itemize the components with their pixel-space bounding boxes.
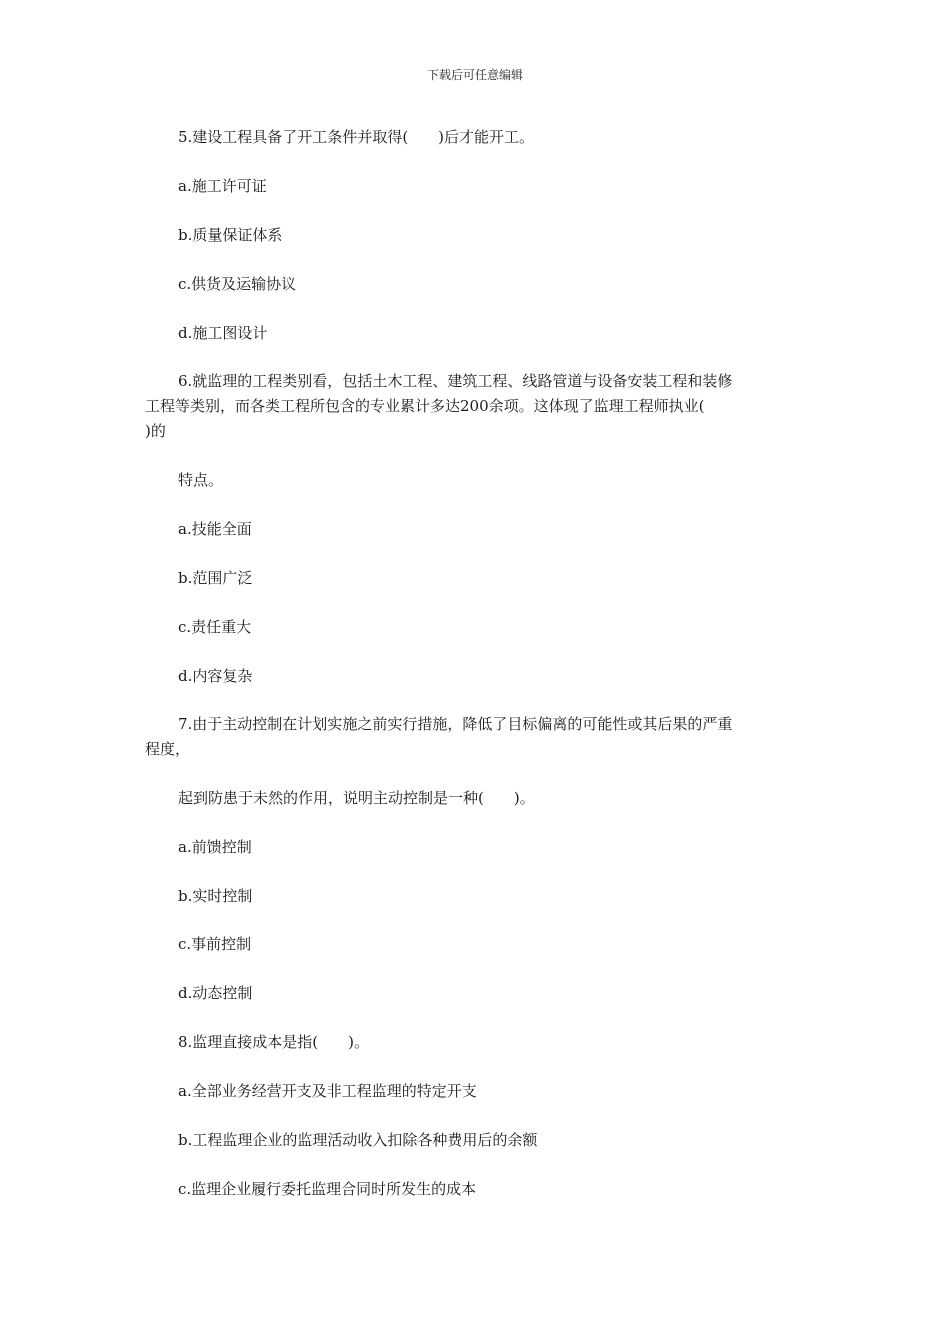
question-6-option-b: b.范围广泛 <box>178 569 253 587</box>
question-7-option-a: a.前馈控制 <box>178 838 252 856</box>
question-5-option-d: d.施工图设计 <box>178 324 268 342</box>
question-6-option-d: d.内容复杂 <box>178 667 253 685</box>
page-header: 下载后可任意编辑 <box>426 68 523 82</box>
question-7-stem-line-2: 程度， <box>145 740 191 758</box>
question-5-option-c: c.供货及运输协议 <box>178 275 297 293</box>
question-7-option-c: c.事前控制 <box>178 935 252 953</box>
question-8-option-a: a.全部业务经营开支及非工程监理的特定开支 <box>178 1082 477 1100</box>
question-6-stem-line-4: 特点。 <box>178 471 224 489</box>
question-6-option-a: a.技能全面 <box>178 520 252 538</box>
question-5-stem: 5.建设工程具备了开工条件并取得( )后才能开工。 <box>178 128 535 146</box>
question-6-stem-line-3: )的 <box>145 422 166 440</box>
question-6-stem-line-2: 工程等类别，而各类工程所包含的专业累计多达200余项。这体现了监理工程师执业( <box>145 397 705 415</box>
question-7-option-b: b.实时控制 <box>178 887 253 905</box>
question-6-stem-line-1: 6.就监理的工程类别看，包括土木工程、建筑工程、线路管道与设备安装工程和装修 <box>178 372 733 390</box>
question-5-option-a: a.施工许可证 <box>178 177 267 195</box>
question-7-stem-line-3: 起到防患于未然的作用，说明主动控制是一种( )。 <box>178 789 535 807</box>
question-7-stem-line-1: 7.由于主动控制在计划实施之前实行措施，降低了目标偏离的可能性或其后果的严重 <box>178 715 733 733</box>
question-8-option-b: b.工程监理企业的监理活动收入扣除各种费用后的余额 <box>178 1131 538 1149</box>
question-8-stem: 8.监理直接成本是指( )。 <box>178 1033 370 1051</box>
question-6-option-c: c.责任重大 <box>178 618 252 636</box>
question-5-option-b: b.质量保证体系 <box>178 226 283 244</box>
question-7-option-d: d.动态控制 <box>178 984 253 1002</box>
question-8-option-c: c.监理企业履行委托监理合同时所发生的成本 <box>178 1180 477 1198</box>
